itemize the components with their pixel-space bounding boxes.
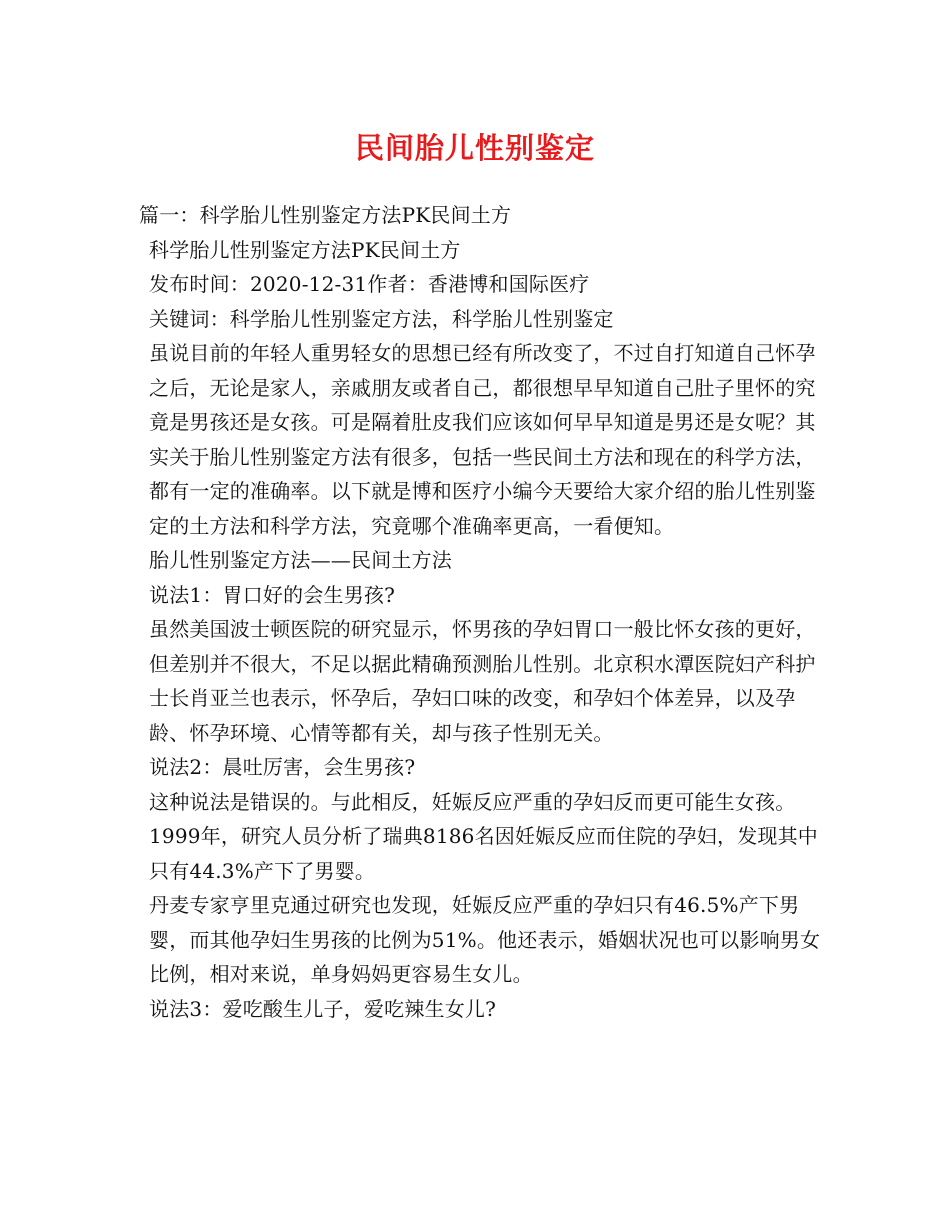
paragraph-claim-1-body: 虽然美国波士顿医院的研究显示，怀男孩的孕妇胃口一般比怀女孩的更好，但差别并不很大，不足以据此精确预测胎儿性别。北京积水潭医院妇产科护士长肖亚兰也表示，怀孕后，孕妇口味的改变，和孕妇个体差异，以及孕龄、怀孕环境、心情等都有关，却与孩子性别无关。 xyxy=(149,617,816,745)
paragraph-publish-info: 发布时间：2020-12-31作者：香港博和国际医疗 xyxy=(149,272,590,296)
paragraph-claim-3: 说法3：爱吃酸生儿子，爱吃辣生女儿? xyxy=(149,996,497,1021)
paragraph-section-heading: 篇一：科学胎儿性别鉴定方法PK民间土方 xyxy=(139,203,512,227)
paragraph-claim-2-body-extra: 丹麦专家亨里克通过研究也发现，妊娠反应严重的孕妇只有46.5%产下男婴，而其他孕妇生男孩的比例为51%。他还表示，婚姻状况也可以影响男女比例，相对来说，单身妈妈更容易生女儿。 xyxy=(149,893,821,986)
document-body xyxy=(139,198,829,1026)
paragraph-claim-1: 说法1：胃口好的会生男孩? xyxy=(149,582,396,607)
paragraph-claim-2: 说法2：晨吐厉害，会生男孩? xyxy=(149,755,416,779)
paragraph-subheading: 胎儿性别鉴定方法——民间土方法 xyxy=(149,548,452,572)
document-title: 民间胎儿性别鉴定 xyxy=(354,131,595,165)
paragraph-keywords: 关键词：科学胎儿性别鉴定方法，科学胎儿性别鉴定 xyxy=(149,306,614,331)
paragraph-claim-2-body: 这种说法是错误的。与此相反，妊娠反应严重的孕妇反而更可能生女孩。1999年，研究人员分析了瑞典8186名因妊娠反应而住院的孕妇，发现其中只有44.3%产下了男婴。 xyxy=(149,789,818,883)
paragraph-article-title: 科学胎儿性别鉴定方法PK民间土方 xyxy=(149,237,461,262)
paragraph-intro: 虽说目前的年轻人重男轻女的思想已经有所改变了，不过自打知道自己怀孕之后，无论是家人，亲戚朋友或者自己，都很想早早知道自己肚子里怀的究竟是男孩还是女孩。可是隔着肚皮我们应该如何早早知道是男还是女呢？其实关于胎儿性别鉴定方法有很多，包括一些民间土方法和现在的科学方法，都有一定的准确率。以下就是博和医疗小编今天要给大家介绍的胎儿性别鉴定的土方法和科学方法，究竟哪个准确率更高，一看便知。 xyxy=(149,341,816,538)
